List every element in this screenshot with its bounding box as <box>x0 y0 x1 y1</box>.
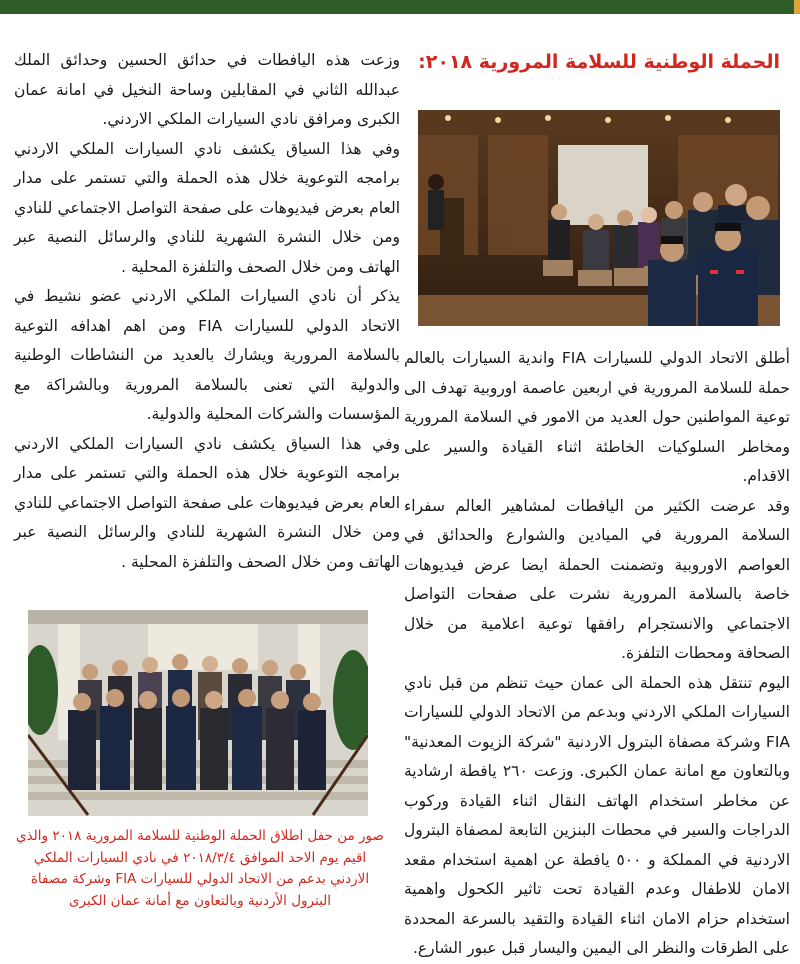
group-photo <box>28 610 368 816</box>
article-paragraph: وزعت هذه اليافطات في حدائق الحسين وحدائق الملك عبدالله الثاني في المقابلين وساحة النخيل في امانة عمان الكبرى ومرافق نادي السيارات الملكي الاردني. <box>14 51 400 128</box>
article-paragraph: وقد عرضت الكثير من اليافطات لمشاهير العالم سفراء السلامة المرورية في الميادين والشوارع والحدائق في العواصم الاوروبية وتضمنت الحملة ايضا عرض فيديوهات خاصة بالسلامة المرورية نشرت على صفحات التواصل الاجتماعي والانستجرام رافقها توعية اعلامية من خلال الصحافة ومحطات التلفزة. <box>404 496 790 662</box>
article-paragraph: اليوم تنتقل هذه الحملة الى عمان حيث تنظم من قبل نادي السيارات الملكي الاردني وبدعم من الاتحاد الدولي للسيارات FIA وشركة مصفاة البترول الاردنية "شركة الزيوت المعدنية" وبالتعاون مع امانة عمان الكبرى. وزعت ٢٦٠ يافطة ارشادية عن مخاطر استخدام الهاتف النقال اثناء القيادة وركوب الدراجات والسير في محطات البنزين التابعة لمصفاة البترول الاردنية في المملكة و ٥٠٠ يافطة عن اهمية استخدام مقعد الامان للاطفال وعدم القيادة تحت تاثير الكحول واهمية استخدام حزام الامان اثناء القيادة والتقيد بالسرعة المحددة على الطرقات والنظر الى اليمين واليسار قبل عبور الشارع. <box>404 673 790 957</box>
article-title: الحملة الوطنية للسلامة المرورية ٢٠١٨: <box>418 51 780 73</box>
article-paragraph: وفي هذا السياق يكشف نادي السيارات الملكي الاردني برامجه التوعوية خلال هذه الحملة والتي تستمر على مدار العام بعرض فيديوهات على صفحة التواصل الاجتماعي للنادي ومن خلال النشرة الشهرية للنادي والرسائل النصية عبر الهاتف ومن خلال الصحف والتلفزة المحلية . <box>14 139 400 276</box>
conference-photo-illustration <box>418 110 780 326</box>
article-paragraph: يذكر أن نادي السيارات الملكي الاردني عضو نشيط في الاتحاد الدولي للسيارات FIA ومن اهم اهدافه التوعية بالسلامة المرورية ويشارك بالعديد من النشاطات الوطنية والدولية التي تعنى بالسلامة المرورية وبالشراكة مع المؤسسات والشركات المحلية والدولية. <box>14 287 400 423</box>
conference-photo <box>418 110 780 326</box>
photo-caption: صور من حفل اطلاق الحملة الوطنية للسلامة المرورية ٢٠١٨ والذي اقيم يوم الاحد الموافق ٢٠١٨/٣/٤ في نادي السيارات الملكي الاردني بدعم من الاتحاد الدولي للسيارات FIA وشركة مصفاة البترول الأردنية وبالتعاون مع أمانة عمان الكبرى <box>16 828 384 909</box>
article-column-left <box>14 46 400 577</box>
article-paragraph: وفي هذا السياق يكشف نادي السيارات الملكي الاردني برامجه التوعوية خلال هذه الحملة والتي تستمر على مدار العام بعرض فيديوهات على صفحة التواصل الاجتماعي للنادي ومن خلال النشرة الشهرية للنادي والرسائل النصية عبر الهاتف ومن خلال الصحف والتلفزة المحلية . <box>14 434 400 571</box>
article-column-right <box>404 344 790 964</box>
group-photo-illustration <box>28 610 368 816</box>
article-paragraph: أطلق الاتحاد الدولي للسيارات FIA واندية السيارات بالعالم حملة للسلامة المرورية في اربعين عاصمة اوروبية تهدف الى توعية المواطنين حول العديد من الامور في السلامة المرورية ومخاطر السلوكيات الخاطئة اثناء القيادة والسير على الاقدام. <box>404 349 790 485</box>
header-bar <box>0 0 800 14</box>
header-accent <box>794 0 800 14</box>
